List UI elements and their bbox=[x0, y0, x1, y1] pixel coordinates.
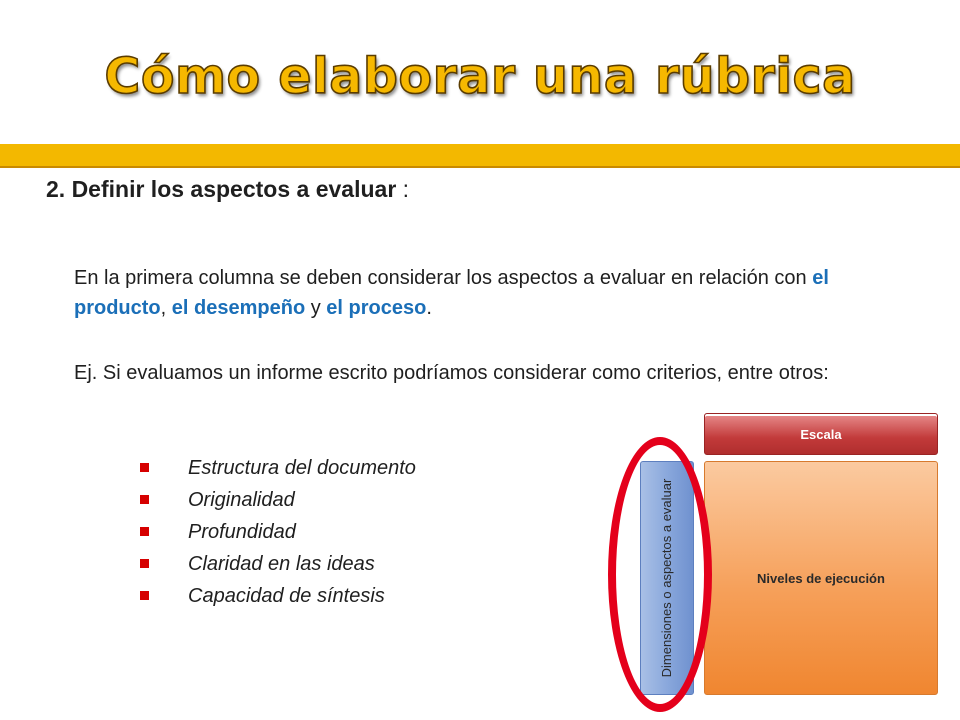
dimensiones-box bbox=[640, 461, 694, 695]
square-bullet-icon bbox=[140, 527, 149, 536]
separator-1: , bbox=[160, 297, 172, 319]
list-item bbox=[140, 548, 416, 580]
escala-label: Escala bbox=[800, 426, 842, 442]
niveles-box bbox=[704, 461, 938, 695]
list-item bbox=[140, 484, 416, 516]
title-underline-shadow bbox=[0, 166, 960, 168]
criterion-label: Profundidad bbox=[188, 521, 296, 543]
highlight-proceso: el proceso bbox=[326, 297, 427, 319]
list-item bbox=[140, 516, 416, 548]
square-bullet-icon bbox=[140, 591, 149, 600]
criterion-label: Claridad en las ideas bbox=[188, 553, 375, 575]
criteria-list bbox=[140, 452, 416, 612]
paragraph-aspects bbox=[74, 263, 874, 323]
section-heading-colon: : bbox=[402, 176, 410, 202]
criterion-label: Capacidad de síntesis bbox=[188, 585, 385, 607]
highlight-desempeno: el desempeño bbox=[171, 297, 306, 319]
list-item bbox=[140, 580, 416, 612]
square-bullet-icon bbox=[140, 559, 149, 568]
criterion-label: Estructura del documento bbox=[188, 457, 416, 479]
criterion-label: Originalidad bbox=[188, 489, 295, 511]
dimensiones-label: Dimensiones o aspectos a evaluar bbox=[659, 478, 674, 678]
square-bullet-icon bbox=[140, 463, 149, 472]
square-bullet-icon bbox=[140, 495, 149, 504]
list-item bbox=[140, 452, 416, 484]
slide-title: Cómo elaborar una rúbrica bbox=[104, 48, 856, 105]
paragraph-aspects-text: En la primera columna se deben considerar los aspectos a evaluar en relación con bbox=[74, 267, 813, 289]
section-heading-text: 2. Definir los aspectos a evaluar bbox=[46, 176, 397, 202]
section-heading bbox=[46, 176, 409, 203]
escala-box bbox=[704, 413, 938, 455]
highlight-producto: el producto bbox=[74, 267, 829, 319]
paragraph-end: . bbox=[426, 297, 432, 319]
paragraph-example: Ej. Si evaluamos un informe escrito podríamos considerar como criterios, entre otros: bbox=[74, 362, 829, 384]
title-underline-bar bbox=[0, 144, 960, 166]
separator-2: y bbox=[305, 297, 327, 319]
niveles-label: Niveles de ejecución bbox=[757, 570, 885, 586]
